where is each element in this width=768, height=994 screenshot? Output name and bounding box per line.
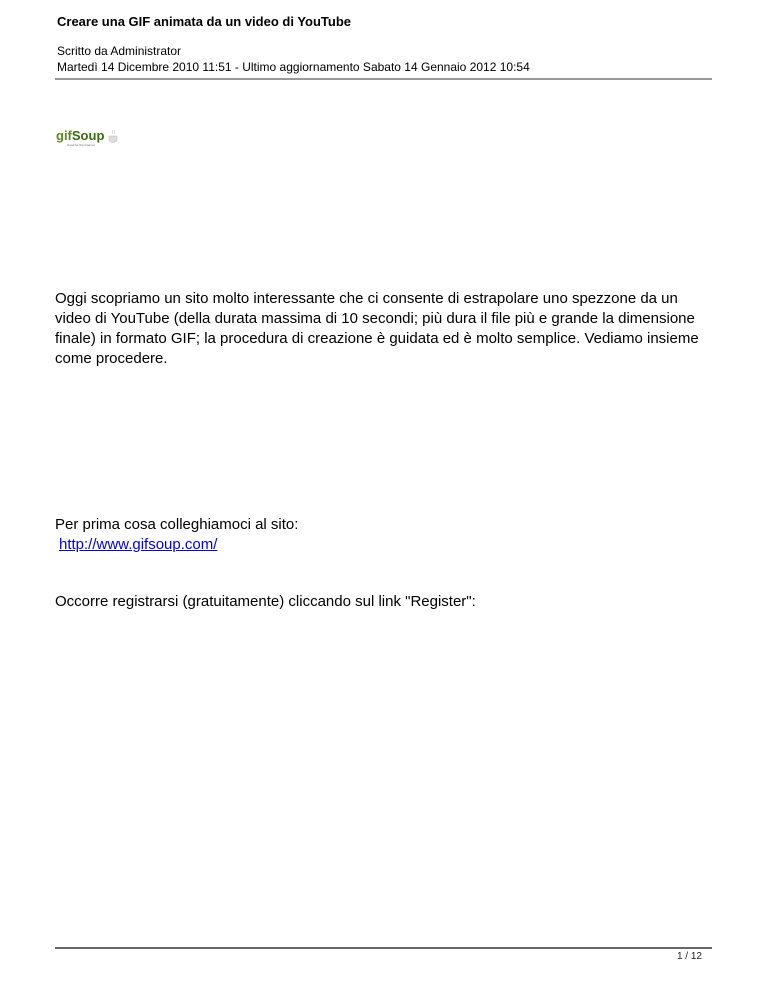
header-divider	[55, 78, 712, 80]
step-paragraph: Per prima cosa colleghiamoci al sito:	[55, 516, 299, 533]
footer-divider	[55, 947, 712, 949]
register-paragraph: Occorre registrarsi (gratuitamente) cliccando sul link "Register":	[55, 593, 476, 610]
page-number: 1 / 12	[676, 951, 702, 962]
date-line: Martedì 14 Dicembre 2010 11:51 - Ultimo aggiornamento Sabato 14 Gennaio 2012 10:54	[57, 60, 530, 74]
svg-text:gifSoup: gifSoup	[56, 128, 105, 143]
gifsoup-link[interactable]: http://www.gifsoup.com/	[59, 536, 218, 553]
article-title: Creare una GIF animata da un video di YouTube	[57, 14, 351, 29]
svg-text:Good for the Internet: Good for the Internet	[67, 143, 95, 147]
author-line: Scritto da Administrator	[57, 44, 182, 58]
gifsoup-logo	[55, 126, 119, 148]
intro-paragraph: Oggi scopriamo un sito molto interessante che ci consente di estrapolare uno spezzone da un video di YouTube (della durata massima di 10 secondi; più dura il file più e grande la dimensione finale) in formato GIF; la procedura di creazione è guidata ed è molto semplice. Vediamo insieme come procedere.	[55, 290, 699, 367]
